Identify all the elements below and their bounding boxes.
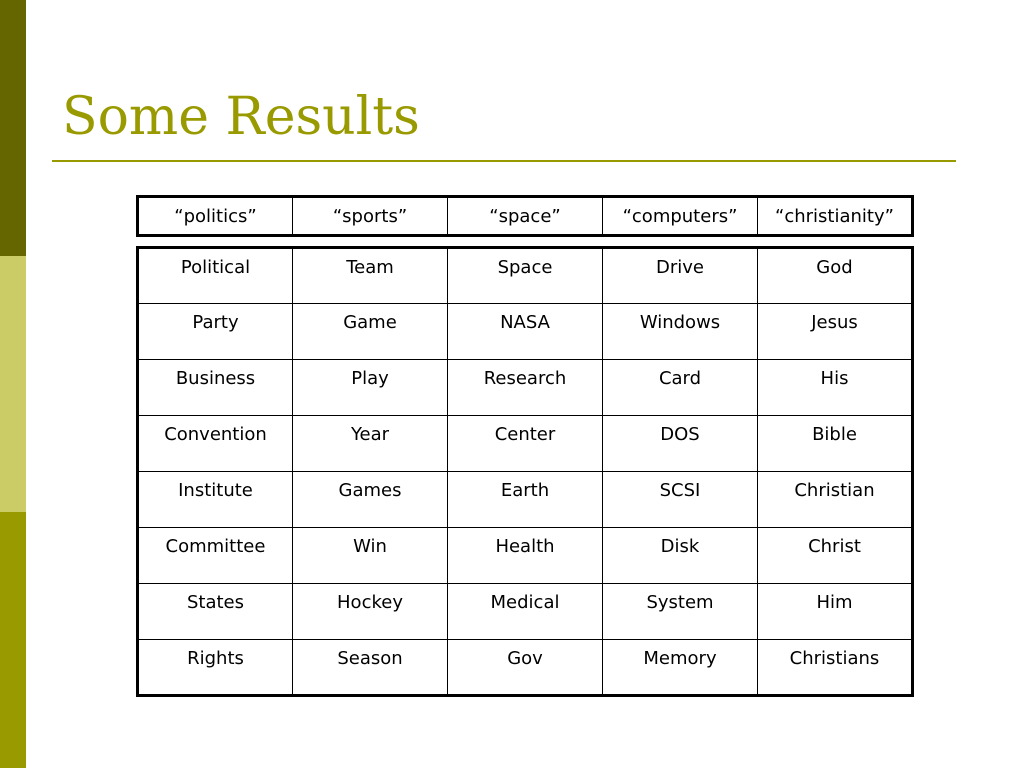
category-header-cell: “computers” [603, 197, 758, 236]
table-cell: Space [448, 248, 603, 304]
table-cell: Research [448, 360, 603, 416]
table-cell: Earth [448, 472, 603, 528]
category-header-row [138, 197, 913, 236]
table-cell: Play [293, 360, 448, 416]
category-header-cell: “space” [448, 197, 603, 236]
table-cell: Christ [758, 528, 913, 584]
table-row [138, 584, 913, 640]
table-row [138, 416, 913, 472]
table-cell: Christian [758, 472, 913, 528]
table-cell: Center [448, 416, 603, 472]
category-header-cell: “politics” [138, 197, 293, 236]
table-cell: Jesus [758, 304, 913, 360]
decorative-sidebar [0, 0, 26, 768]
table-cell: Him [758, 584, 913, 640]
table-cell: Health [448, 528, 603, 584]
category-header-table [136, 195, 914, 237]
table-cell: Card [603, 360, 758, 416]
sidebar-segment-top [0, 0, 26, 256]
table-cell: Game [293, 304, 448, 360]
table-cell: Political [138, 248, 293, 304]
sidebar-segment-bottom [0, 512, 26, 768]
title-underline [52, 160, 956, 162]
table-cell: Medical [448, 584, 603, 640]
table-cell: Disk [603, 528, 758, 584]
table-cell: System [603, 584, 758, 640]
table-cell: Gov [448, 640, 603, 696]
table-cell: God [758, 248, 913, 304]
slide-title: Some Results [62, 87, 420, 147]
table-row [138, 472, 913, 528]
table-cell: Convention [138, 416, 293, 472]
table-row [138, 528, 913, 584]
table-cell: Games [293, 472, 448, 528]
table-cell: Bible [758, 416, 913, 472]
category-header-cell: “sports” [293, 197, 448, 236]
table-cell: Memory [603, 640, 758, 696]
table-cell: Season [293, 640, 448, 696]
table-cell: Win [293, 528, 448, 584]
table-cell: States [138, 584, 293, 640]
table-row [138, 360, 913, 416]
table-cell: Year [293, 416, 448, 472]
table-cell: Windows [603, 304, 758, 360]
table-cell: NASA [448, 304, 603, 360]
table-cell: Institute [138, 472, 293, 528]
table-row [138, 640, 913, 696]
table-cell: Business [138, 360, 293, 416]
table-cell: SCSI [603, 472, 758, 528]
table-row [138, 248, 913, 304]
category-header-cell: “christianity” [758, 197, 913, 236]
table-cell: DOS [603, 416, 758, 472]
table-cell: Rights [138, 640, 293, 696]
table-cell: Hockey [293, 584, 448, 640]
table-cell: Drive [603, 248, 758, 304]
table-cell: Party [138, 304, 293, 360]
table-cell: Team [293, 248, 448, 304]
keyword-results-table [136, 246, 914, 697]
table-cell: Christians [758, 640, 913, 696]
sidebar-segment-middle [0, 256, 26, 512]
table-cell: His [758, 360, 913, 416]
table-row [138, 304, 913, 360]
table-cell: Committee [138, 528, 293, 584]
